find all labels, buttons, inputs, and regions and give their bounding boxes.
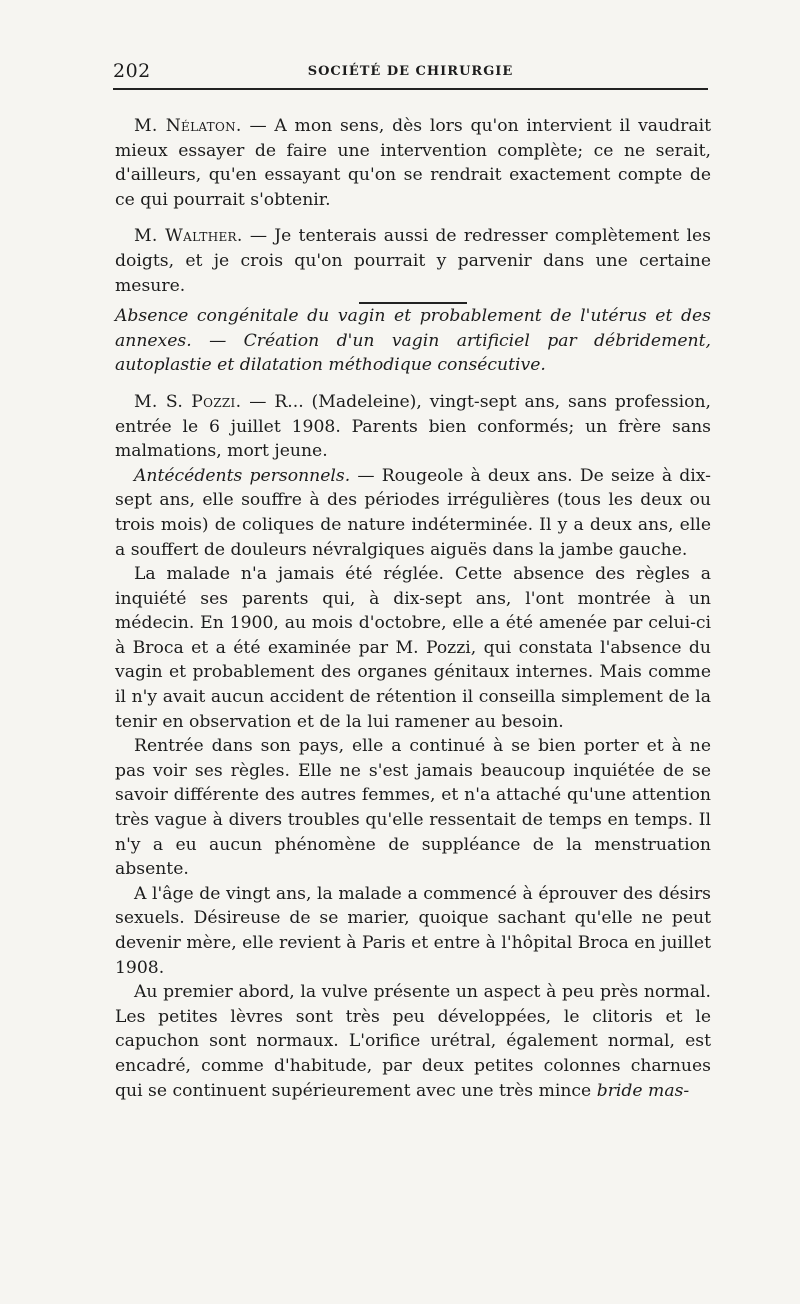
paragraph-examination: [115, 980, 711, 1103]
subheading-antecedents: Antécédents personnels.: [134, 465, 351, 486]
paragraph-text: — Rougeole à deux ans. De seize à dix-sept ans, elle souffre à des périodes irrégulières (tous les deux ou trois mois) de coliques de nature indéterminée. Il y a deux ans, elle a souffert de douleurs névralgiques aiguës dans la jambe gauche.: [115, 465, 711, 560]
speaker-pozzi: M. S. Pozzi.: [134, 391, 242, 412]
paragraph-text: Au premier abord, la vulve présente un aspect à peu près normal. Les petites lèvres sont très peu développées, le clitoris et le capuchon sont normaux. L'orifice urétral, également normal, est encadré, comme d'habitude, par deux petites colonnes charnues qui se continuent supérieurement avec une très mince: [115, 982, 711, 1101]
paragraph-pozzi: [115, 390, 711, 464]
page-number: 202: [113, 60, 151, 82]
text-column: [115, 114, 711, 1103]
journal-title: SOCIÉTÉ DE CHIRURGIE: [307, 64, 514, 79]
paragraph-menstruation: La malade n'a jamais été réglée. Cette absence des règles a inquiété ses parents qui, à dix-sept ans, l'ont montrée à un médecin. En 1900, au mois d'octobre, elle a été amenée par celui-ci à Broca et a été examinée par M. Pozzi, qui constata l'absence du vagin et probablement des organes génitaux internes. Mais comme il n'y avait aucun accident de rétention il conseilla simplement de la tenir en observation et de la lui ramener au besoin.: [115, 564, 711, 732]
speaker-nelaton: M. Nélaton.: [134, 116, 242, 136]
paragraph-text: — R... (Madeleine), vingt-sept ans, sans profession, entrée le 6 juillet 1908. Parents bien conformés; un frère sans malmations, mort jeune.: [115, 391, 711, 462]
paragraph-text: — Je tenterais aussi de redresser complètement les doigts, et je crois qu'on pourrait y parvenir dans une certaine mesure.: [115, 226, 712, 296]
paragraph-antecedents: [115, 464, 711, 562]
section-title: Absence congénitale du vagin et probablement de l'utérus et des annexes. — Création d'un vagin artificiel par débridement, autoplastie et dilatation méthodique consécutive.: [115, 306, 711, 376]
paragraph-walther: [115, 224, 711, 298]
paragraph-text: — A mon sens, dès lors qu'on intervient il vaudrait mieux essayer de faire une intervention complète; ce ne serait, d'ailleurs, qu'en essayant qu'on se rendrait exactement compte de ce qui pourrait s'obtenir.: [115, 116, 711, 210]
running-head: [113, 58, 708, 90]
paragraph-return-home: Rentrée dans son pays, elle a continué à se bien porter et à ne pas voir ses règles. Elle ne s'est jamais beaucoup inquiétée de se savoir différente des autres femmes, et n'a attaché qu'une attention très vague à divers troubles qu'elle ressentait de temps en temps. Il n'y a eu aucun phénomène de suppléance de la menstruation absente.: [115, 736, 711, 880]
paragraph-age-twenty: A l'âge de vingt ans, la malade a commencé à éprouver des désirs sexuels. Désireuse de se marier, quoique sachant qu'elle ne peut devenir mère, elle revient à Paris et entre à l'hôpital Broca en juillet 1908.: [115, 883, 711, 978]
speaker-walther: M. Walther.: [134, 226, 243, 247]
paragraph-nelaton: [115, 114, 711, 212]
paragraph-tail-italic: bride mas-: [596, 1080, 690, 1101]
